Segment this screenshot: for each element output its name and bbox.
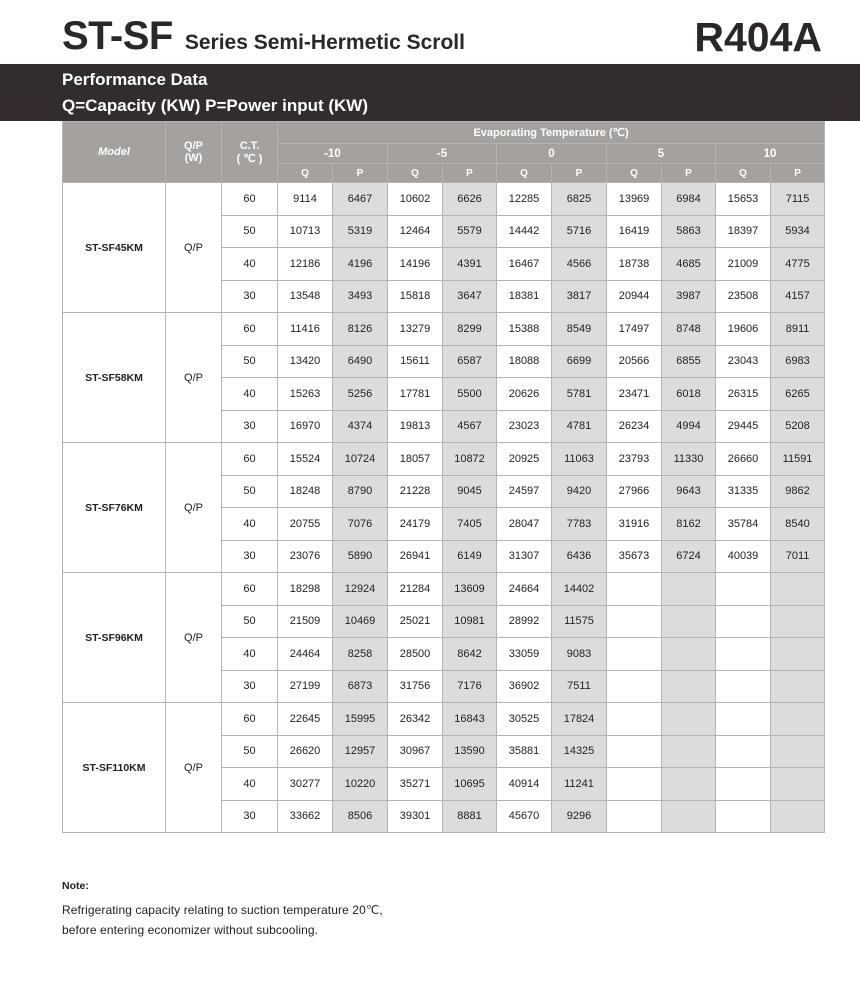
capacity-cell: 12464 bbox=[388, 215, 443, 248]
col-header-qp bbox=[166, 122, 222, 183]
note-section bbox=[62, 880, 383, 940]
capacity-cell bbox=[716, 573, 771, 606]
capacity-cell: 35271 bbox=[388, 768, 443, 801]
ct-cell: 30 bbox=[222, 540, 278, 573]
evap-temp-header: -5 bbox=[388, 144, 497, 164]
power-cell: 4157 bbox=[771, 280, 825, 313]
capacity-cell: 12285 bbox=[497, 183, 552, 216]
capacity-cell bbox=[607, 638, 662, 671]
power-cell: 4391 bbox=[443, 248, 497, 281]
capacity-cell: 18298 bbox=[278, 573, 333, 606]
capacity-cell: 17781 bbox=[388, 378, 443, 411]
capacity-cell: 21228 bbox=[388, 475, 443, 508]
capacity-cell: 12186 bbox=[278, 248, 333, 281]
table-header bbox=[63, 122, 825, 183]
capacity-cell: 30277 bbox=[278, 768, 333, 801]
capacity-cell: 13420 bbox=[278, 345, 333, 378]
power-cell: 14402 bbox=[552, 573, 607, 606]
power-cell: 5208 bbox=[771, 410, 825, 443]
capacity-cell: 28500 bbox=[388, 638, 443, 671]
power-cell: 7783 bbox=[552, 508, 607, 541]
table-row bbox=[63, 313, 825, 346]
capacity-cell: 15653 bbox=[716, 183, 771, 216]
capacity-cell bbox=[716, 638, 771, 671]
capacity-cell bbox=[607, 735, 662, 768]
capacity-cell: 24179 bbox=[388, 508, 443, 541]
power-cell: 9862 bbox=[771, 475, 825, 508]
capacity-cell: 40914 bbox=[497, 768, 552, 801]
power-cell: 10695 bbox=[443, 768, 497, 801]
power-cell: 4196 bbox=[333, 248, 388, 281]
ct-cell: 40 bbox=[222, 638, 278, 671]
power-cell: 4994 bbox=[662, 410, 716, 443]
capacity-cell: 23471 bbox=[607, 378, 662, 411]
power-cell: 6265 bbox=[771, 378, 825, 411]
table-row bbox=[63, 703, 825, 736]
p-header: P bbox=[443, 164, 497, 183]
capacity-cell: 31307 bbox=[497, 540, 552, 573]
power-cell: 4374 bbox=[333, 410, 388, 443]
capacity-cell: 18088 bbox=[497, 345, 552, 378]
power-cell: 5716 bbox=[552, 215, 607, 248]
capacity-cell bbox=[716, 735, 771, 768]
ct-cell: 40 bbox=[222, 378, 278, 411]
q-header: Q bbox=[716, 164, 771, 183]
power-cell: 8748 bbox=[662, 313, 716, 346]
qp-cell: Q/P bbox=[166, 443, 222, 573]
col-header-ct-line1: C.T. bbox=[239, 139, 260, 152]
power-cell: 4685 bbox=[662, 248, 716, 281]
power-cell: 5934 bbox=[771, 215, 825, 248]
power-cell: 8540 bbox=[771, 508, 825, 541]
power-cell: 6490 bbox=[333, 345, 388, 378]
capacity-cell bbox=[607, 573, 662, 606]
col-header-model: Model bbox=[63, 122, 166, 183]
q-header: Q bbox=[278, 164, 333, 183]
power-cell: 12957 bbox=[333, 735, 388, 768]
capacity-cell: 25021 bbox=[388, 605, 443, 638]
capacity-cell: 15263 bbox=[278, 378, 333, 411]
evap-temp-header: 10 bbox=[716, 144, 825, 164]
capacity-cell: 13548 bbox=[278, 280, 333, 313]
power-cell bbox=[662, 735, 716, 768]
banner-subtitle: Q=Capacity (KW) P=Power input (KW) bbox=[62, 96, 369, 115]
capacity-cell: 33059 bbox=[497, 638, 552, 671]
power-cell: 8162 bbox=[662, 508, 716, 541]
power-cell: 6467 bbox=[333, 183, 388, 216]
power-cell: 8881 bbox=[443, 800, 497, 833]
q-header: Q bbox=[388, 164, 443, 183]
power-cell bbox=[771, 800, 825, 833]
capacity-cell bbox=[607, 605, 662, 638]
power-cell: 7076 bbox=[333, 508, 388, 541]
power-cell: 16843 bbox=[443, 703, 497, 736]
power-cell: 7405 bbox=[443, 508, 497, 541]
capacity-cell bbox=[607, 703, 662, 736]
power-cell: 9643 bbox=[662, 475, 716, 508]
power-cell: 14325 bbox=[552, 735, 607, 768]
capacity-cell: 10602 bbox=[388, 183, 443, 216]
power-cell: 11575 bbox=[552, 605, 607, 638]
capacity-cell: 21509 bbox=[278, 605, 333, 638]
power-cell: 10469 bbox=[333, 605, 388, 638]
capacity-cell: 15388 bbox=[497, 313, 552, 346]
power-cell: 8790 bbox=[333, 475, 388, 508]
power-cell: 10981 bbox=[443, 605, 497, 638]
capacity-cell: 13969 bbox=[607, 183, 662, 216]
power-cell: 8126 bbox=[333, 313, 388, 346]
power-cell: 6587 bbox=[443, 345, 497, 378]
power-cell: 4781 bbox=[552, 410, 607, 443]
capacity-cell bbox=[607, 800, 662, 833]
ct-cell: 60 bbox=[222, 313, 278, 346]
capacity-cell: 18738 bbox=[607, 248, 662, 281]
performance-table bbox=[62, 121, 825, 833]
capacity-cell: 20944 bbox=[607, 280, 662, 313]
qp-cell: Q/P bbox=[166, 313, 222, 443]
power-cell: 10872 bbox=[443, 443, 497, 476]
capacity-cell: 26941 bbox=[388, 540, 443, 573]
capacity-cell: 11416 bbox=[278, 313, 333, 346]
power-cell: 7176 bbox=[443, 670, 497, 703]
note-line-2: before entering economizer without subcooling. bbox=[62, 923, 319, 937]
capacity-cell: 28992 bbox=[497, 605, 552, 638]
capacity-cell: 18248 bbox=[278, 475, 333, 508]
power-cell: 5863 bbox=[662, 215, 716, 248]
evap-temp-header: -10 bbox=[278, 144, 388, 164]
note-title: Note: bbox=[62, 880, 89, 892]
capacity-cell: 40039 bbox=[716, 540, 771, 573]
power-cell bbox=[662, 768, 716, 801]
capacity-cell: 33662 bbox=[278, 800, 333, 833]
model-name-cell: ST-SF110KM bbox=[63, 703, 166, 833]
capacity-cell: 36902 bbox=[497, 670, 552, 703]
power-cell bbox=[771, 670, 825, 703]
capacity-cell: 30967 bbox=[388, 735, 443, 768]
capacity-cell: 24597 bbox=[497, 475, 552, 508]
capacity-cell: 20626 bbox=[497, 378, 552, 411]
qp-cell: Q/P bbox=[166, 573, 222, 703]
capacity-cell: 9114 bbox=[278, 183, 333, 216]
ct-cell: 40 bbox=[222, 768, 278, 801]
ct-cell: 50 bbox=[222, 475, 278, 508]
power-cell: 5579 bbox=[443, 215, 497, 248]
power-cell: 11241 bbox=[552, 768, 607, 801]
capacity-cell: 20755 bbox=[278, 508, 333, 541]
power-cell bbox=[771, 638, 825, 671]
power-cell: 9296 bbox=[552, 800, 607, 833]
capacity-cell: 17497 bbox=[607, 313, 662, 346]
evap-temp-header: 0 bbox=[497, 144, 607, 164]
power-cell: 3493 bbox=[333, 280, 388, 313]
power-cell: 3647 bbox=[443, 280, 497, 313]
col-header-qp-line2: (W) bbox=[184, 152, 203, 164]
capacity-cell bbox=[716, 703, 771, 736]
capacity-cell: 22645 bbox=[278, 703, 333, 736]
power-cell: 8642 bbox=[443, 638, 497, 671]
capacity-cell: 26620 bbox=[278, 735, 333, 768]
capacity-cell: 30525 bbox=[497, 703, 552, 736]
ct-cell: 50 bbox=[222, 215, 278, 248]
capacity-cell: 24464 bbox=[278, 638, 333, 671]
power-cell: 6825 bbox=[552, 183, 607, 216]
p-header: P bbox=[552, 164, 607, 183]
capacity-cell: 20566 bbox=[607, 345, 662, 378]
power-cell: 9083 bbox=[552, 638, 607, 671]
power-cell: 15995 bbox=[333, 703, 388, 736]
ct-cell: 30 bbox=[222, 280, 278, 313]
power-cell: 4775 bbox=[771, 248, 825, 281]
capacity-cell: 23043 bbox=[716, 345, 771, 378]
capacity-cell bbox=[607, 670, 662, 703]
capacity-cell bbox=[716, 768, 771, 801]
power-cell: 5256 bbox=[333, 378, 388, 411]
capacity-cell: 23023 bbox=[497, 410, 552, 443]
col-header-qp-line1: Q/P bbox=[184, 140, 203, 152]
capacity-cell: 26342 bbox=[388, 703, 443, 736]
power-cell: 7011 bbox=[771, 540, 825, 573]
capacity-cell: 10713 bbox=[278, 215, 333, 248]
q-header: Q bbox=[497, 164, 552, 183]
power-cell bbox=[771, 605, 825, 638]
capacity-cell: 26315 bbox=[716, 378, 771, 411]
power-cell bbox=[771, 768, 825, 801]
ct-cell: 60 bbox=[222, 703, 278, 736]
capacity-cell: 18381 bbox=[497, 280, 552, 313]
capacity-cell: 19606 bbox=[716, 313, 771, 346]
ct-cell: 60 bbox=[222, 443, 278, 476]
power-cell: 9045 bbox=[443, 475, 497, 508]
ct-cell: 30 bbox=[222, 410, 278, 443]
table-row bbox=[63, 183, 825, 216]
power-cell: 8911 bbox=[771, 313, 825, 346]
series-name: ST-SF bbox=[62, 14, 173, 58]
capacity-cell: 23793 bbox=[607, 443, 662, 476]
power-cell: 3987 bbox=[662, 280, 716, 313]
power-cell: 11330 bbox=[662, 443, 716, 476]
capacity-cell: 29445 bbox=[716, 410, 771, 443]
ct-cell: 30 bbox=[222, 670, 278, 703]
ct-cell: 50 bbox=[222, 345, 278, 378]
power-cell: 6018 bbox=[662, 378, 716, 411]
model-name-cell: ST-SF45KM bbox=[63, 183, 166, 313]
capacity-cell: 16467 bbox=[497, 248, 552, 281]
power-cell: 8549 bbox=[552, 313, 607, 346]
capacity-cell: 16970 bbox=[278, 410, 333, 443]
capacity-cell bbox=[716, 605, 771, 638]
capacity-cell: 21009 bbox=[716, 248, 771, 281]
refrigerant-label: R404A bbox=[694, 14, 822, 60]
power-cell bbox=[662, 573, 716, 606]
power-cell: 11591 bbox=[771, 443, 825, 476]
capacity-cell: 31756 bbox=[388, 670, 443, 703]
capacity-cell: 14442 bbox=[497, 215, 552, 248]
page-title bbox=[62, 14, 465, 62]
series-description: Series Semi-Hermetic Scroll bbox=[184, 31, 465, 54]
capacity-cell: 18057 bbox=[388, 443, 443, 476]
q-header: Q bbox=[607, 164, 662, 183]
banner-title: Performance Data bbox=[62, 70, 208, 89]
capacity-cell: 13279 bbox=[388, 313, 443, 346]
table-body bbox=[63, 183, 825, 833]
power-cell: 6724 bbox=[662, 540, 716, 573]
capacity-cell bbox=[716, 670, 771, 703]
capacity-cell: 15611 bbox=[388, 345, 443, 378]
col-header-ct-line2: ( ℃ ) bbox=[236, 152, 263, 165]
capacity-cell: 27199 bbox=[278, 670, 333, 703]
power-cell: 6699 bbox=[552, 345, 607, 378]
power-cell: 8506 bbox=[333, 800, 388, 833]
note-line-1: Refrigerating capacity relating to suction temperature 20℃, bbox=[62, 903, 383, 917]
p-header: P bbox=[333, 164, 388, 183]
power-cell: 10724 bbox=[333, 443, 388, 476]
capacity-cell: 26660 bbox=[716, 443, 771, 476]
power-cell bbox=[771, 703, 825, 736]
power-cell: 5319 bbox=[333, 215, 388, 248]
capacity-cell: 15818 bbox=[388, 280, 443, 313]
capacity-cell: 28047 bbox=[497, 508, 552, 541]
power-cell: 6873 bbox=[333, 670, 388, 703]
power-cell: 6855 bbox=[662, 345, 716, 378]
capacity-cell: 35673 bbox=[607, 540, 662, 573]
model-name-cell: ST-SF96KM bbox=[63, 573, 166, 703]
power-cell bbox=[662, 605, 716, 638]
table-row bbox=[63, 443, 825, 476]
power-cell: 11063 bbox=[552, 443, 607, 476]
capacity-cell: 24664 bbox=[497, 573, 552, 606]
col-header-evaporating-temperature: Evaporating Temperature (℃) bbox=[278, 122, 825, 144]
power-cell: 7115 bbox=[771, 183, 825, 216]
ct-cell: 40 bbox=[222, 248, 278, 281]
capacity-cell: 23508 bbox=[716, 280, 771, 313]
ct-cell: 60 bbox=[222, 183, 278, 216]
power-cell: 7511 bbox=[552, 670, 607, 703]
power-cell: 4567 bbox=[443, 410, 497, 443]
power-cell bbox=[662, 670, 716, 703]
ct-cell: 50 bbox=[222, 735, 278, 768]
ct-cell: 30 bbox=[222, 800, 278, 833]
capacity-cell: 23076 bbox=[278, 540, 333, 573]
capacity-cell: 27966 bbox=[607, 475, 662, 508]
power-cell: 12924 bbox=[333, 573, 388, 606]
power-cell: 5781 bbox=[552, 378, 607, 411]
evap-temp-header: 5 bbox=[607, 144, 716, 164]
capacity-cell: 20925 bbox=[497, 443, 552, 476]
capacity-cell: 31335 bbox=[716, 475, 771, 508]
capacity-cell: 19813 bbox=[388, 410, 443, 443]
power-cell: 4566 bbox=[552, 248, 607, 281]
capacity-cell: 14196 bbox=[388, 248, 443, 281]
power-cell: 8299 bbox=[443, 313, 497, 346]
power-cell: 6436 bbox=[552, 540, 607, 573]
capacity-cell: 31916 bbox=[607, 508, 662, 541]
power-cell: 17824 bbox=[552, 703, 607, 736]
model-name-cell: ST-SF76KM bbox=[63, 443, 166, 573]
capacity-cell: 39301 bbox=[388, 800, 443, 833]
power-cell bbox=[771, 735, 825, 768]
power-cell: 9420 bbox=[552, 475, 607, 508]
capacity-cell: 16419 bbox=[607, 215, 662, 248]
ct-cell: 60 bbox=[222, 573, 278, 606]
power-cell bbox=[662, 638, 716, 671]
col-header-ct bbox=[222, 122, 278, 183]
power-cell: 6626 bbox=[443, 183, 497, 216]
capacity-cell bbox=[607, 768, 662, 801]
capacity-cell: 45670 bbox=[497, 800, 552, 833]
p-header: P bbox=[662, 164, 716, 183]
ct-cell: 50 bbox=[222, 605, 278, 638]
power-cell bbox=[662, 703, 716, 736]
power-cell: 13590 bbox=[443, 735, 497, 768]
ct-cell: 40 bbox=[222, 508, 278, 541]
capacity-cell bbox=[716, 800, 771, 833]
power-cell: 5500 bbox=[443, 378, 497, 411]
capacity-cell: 21284 bbox=[388, 573, 443, 606]
capacity-cell: 35881 bbox=[497, 735, 552, 768]
power-cell: 6983 bbox=[771, 345, 825, 378]
table-row bbox=[63, 573, 825, 606]
p-header: P bbox=[771, 164, 825, 183]
power-cell: 13609 bbox=[443, 573, 497, 606]
capacity-cell: 26234 bbox=[607, 410, 662, 443]
power-cell: 6984 bbox=[662, 183, 716, 216]
capacity-cell: 15524 bbox=[278, 443, 333, 476]
capacity-cell: 35784 bbox=[716, 508, 771, 541]
power-cell: 8258 bbox=[333, 638, 388, 671]
qp-cell: Q/P bbox=[166, 703, 222, 833]
header-banner bbox=[0, 64, 860, 121]
power-cell: 5890 bbox=[333, 540, 388, 573]
power-cell: 10220 bbox=[333, 768, 388, 801]
power-cell: 6149 bbox=[443, 540, 497, 573]
capacity-cell: 18397 bbox=[716, 215, 771, 248]
qp-cell: Q/P bbox=[166, 183, 222, 313]
power-cell bbox=[662, 800, 716, 833]
model-name-cell: ST-SF58KM bbox=[63, 313, 166, 443]
power-cell bbox=[771, 573, 825, 606]
power-cell: 3817 bbox=[552, 280, 607, 313]
